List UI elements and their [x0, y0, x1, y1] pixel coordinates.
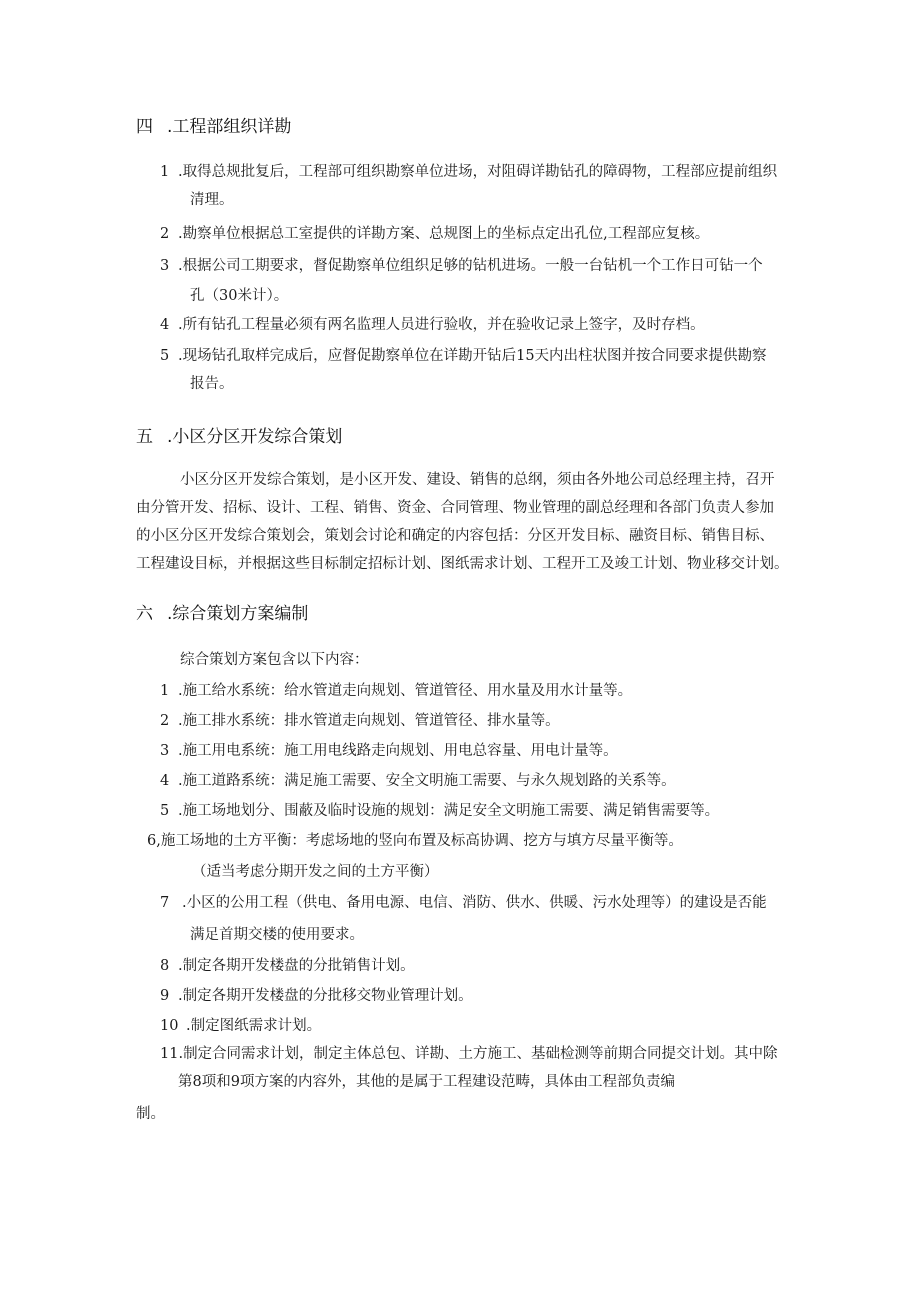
list-item-continuation: 第8项和9项方案的内容外，其他的是属于工程建设范畴，具体由工程部负责编 — [178, 1074, 675, 1090]
section-4-heading-number: 四 — [136, 117, 153, 137]
paragraph-line: 小区分区开发综合策划，是小区开发、建设、销售的总纲，须由各外地公司总经理主持，召开 — [180, 472, 775, 488]
list-item: 1 .取得总规批复后，工程部可组织勘察单位进场，对阻碍详勘钻孔的障碍物，工程部应提前组织 — [160, 164, 778, 180]
list-item: 3 .施工用电系统：施工用电线路走向规划、用电总容量、用电计量等。 — [160, 743, 618, 759]
list-item-continuation: 清理。 — [190, 192, 234, 208]
section-6-heading-number: 六 — [136, 604, 153, 624]
section-5-heading-number: 五 — [136, 427, 153, 447]
list-item: 5 .施工场地划分、围蔽及临时设施的规划：满足安全文明施工需要、满足销售需要等。 — [160, 803, 720, 819]
list-item: 2 .施工排水系统：排水管道走向规划、管道管径、排水量等。 — [160, 713, 560, 729]
section-6-heading-text: .综合策划方案编制 — [167, 604, 309, 624]
list-item: 11.制定合同需求计划，制定主体总包、详勘、土方施工、基础检测等前期合同提交计划。其中除 — [160, 1046, 778, 1062]
list-item: 9 .制定各期开发楼盘的分批移交物业管理计划。 — [160, 988, 473, 1004]
list-item: 8 .制定各期开发楼盘的分批销售计划。 — [160, 958, 415, 974]
list-item: 10 .制定图纸需求计划。 — [160, 1018, 322, 1034]
list-item: 4 .施工道路系统：满足施工需要、安全文明施工需要、与永久规划路的关系等。 — [160, 773, 676, 789]
list-item: 4 .所有钻孔工程量必须有两名监理人员进行验收，并在验收记录上签字，及时存档。 — [160, 317, 705, 333]
list-item: 6,施工场地的土方平衡：考虑场地的竖向布置及标高协调、挖方与填方尽量平衡等。 — [147, 833, 683, 849]
list-item: 2 .勘察单位根据总工室提供的详勘方案、总规图上的坐标点定出孔位,工程部应复核。 — [160, 226, 710, 242]
list-item: 5 .现场钻孔取样完成后，应督促勘察单位在详勘开钻后15天内出柱状图并按合同要求提供勘察 — [160, 348, 767, 364]
section-6-heading — [136, 603, 308, 625]
list-item-continuation: 制。 — [136, 1106, 165, 1122]
list-item-continuation: 孔（30米计）。 — [190, 288, 289, 304]
section-4-heading — [136, 116, 291, 138]
list-item: 3 .根据公司工期要求，督促勘察单位组织足够的钻机进场。一般一台钻机一个工作日可钻一个 — [160, 258, 763, 274]
paragraph-line: 由分管开发、招标、设计、工程、销售、资金、合同管理、物业管理的副总经理和各部门负责人参加 — [136, 500, 774, 516]
list-item: 1 .施工给水系统：给水管道走向规划、管道管径、用水量及用水计量等。 — [160, 683, 633, 699]
list-item-continuation: 满足首期交楼的使用要求。 — [190, 927, 364, 943]
paragraph-line: 的小区分区开发综合策划会，策划会讨论和确定的内容包括：分区开发目标、融资目标、销售目标、 — [136, 528, 774, 544]
paragraph-line: 工程建设目标，并根据这些目标制定招标计划、图纸需求计划、工程开工及竣工计划、物业移交计划。 — [136, 556, 789, 572]
list-item-continuation: 报告。 — [190, 376, 234, 392]
list-item-continuation: （适当考虑分期开发之间的土方平衡） — [192, 864, 439, 880]
section-4-heading-text: .工程部组织详勘 — [167, 117, 292, 137]
section-5-heading-text: .小区分区开发综合策划 — [167, 427, 343, 447]
list-item: 7 .小区的公用工程（供电、备用电源、电信、消防、供水、供暖、污水处理等）的建设是否能 — [160, 895, 767, 911]
section-5-heading — [136, 426, 342, 448]
section-6-intro: 综合策划方案包含以下内容： — [180, 652, 369, 668]
